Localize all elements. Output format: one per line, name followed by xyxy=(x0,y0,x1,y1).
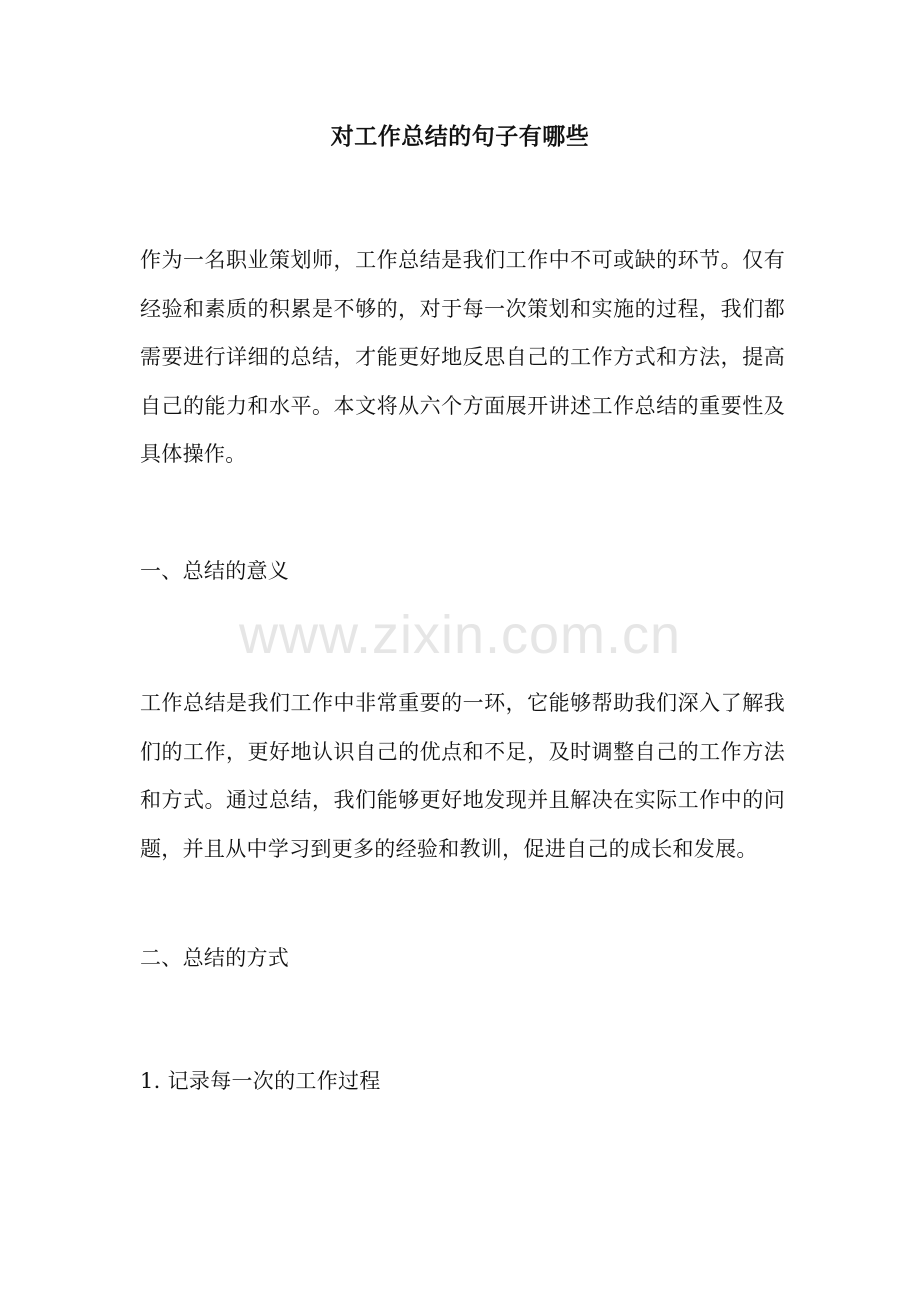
section-paragraph-meaning: 工作总结是我们工作中非常重要的一环，它能够帮助我们深入了解我们的工作，更好地认识自己的优点和不足，及时调整自己的工作方法和方式。通过总结，我们能够更好地发现并且解决在实际工作中的问题，并且从中学习到更多的经验和教训，促进自己的成长和发展。 xyxy=(140,691,785,861)
watermark: www.zixin.com.cn xyxy=(238,605,682,665)
intro-paragraph: 作为一名职业策划师，工作总结是我们工作中不可或缺的环节。仅有经验和素质的积累是不够的，对于每一次策划和实施的过程，我们都需要进行详细的总结，才能更好地反思自己的工作方式和方法，提高自己的能力和水平。本文将从六个方面展开讲述工作总结的重要性及具体操作。 xyxy=(140,248,785,466)
document-title: 对工作总结的句子有哪些 xyxy=(330,123,590,150)
section-heading-meaning: 一、总结的意义 xyxy=(140,559,290,583)
subsection-heading-record: 1. 记录每一次的工作过程 xyxy=(140,1069,381,1093)
section-heading-methods: 二、总结的方式 xyxy=(140,946,290,970)
